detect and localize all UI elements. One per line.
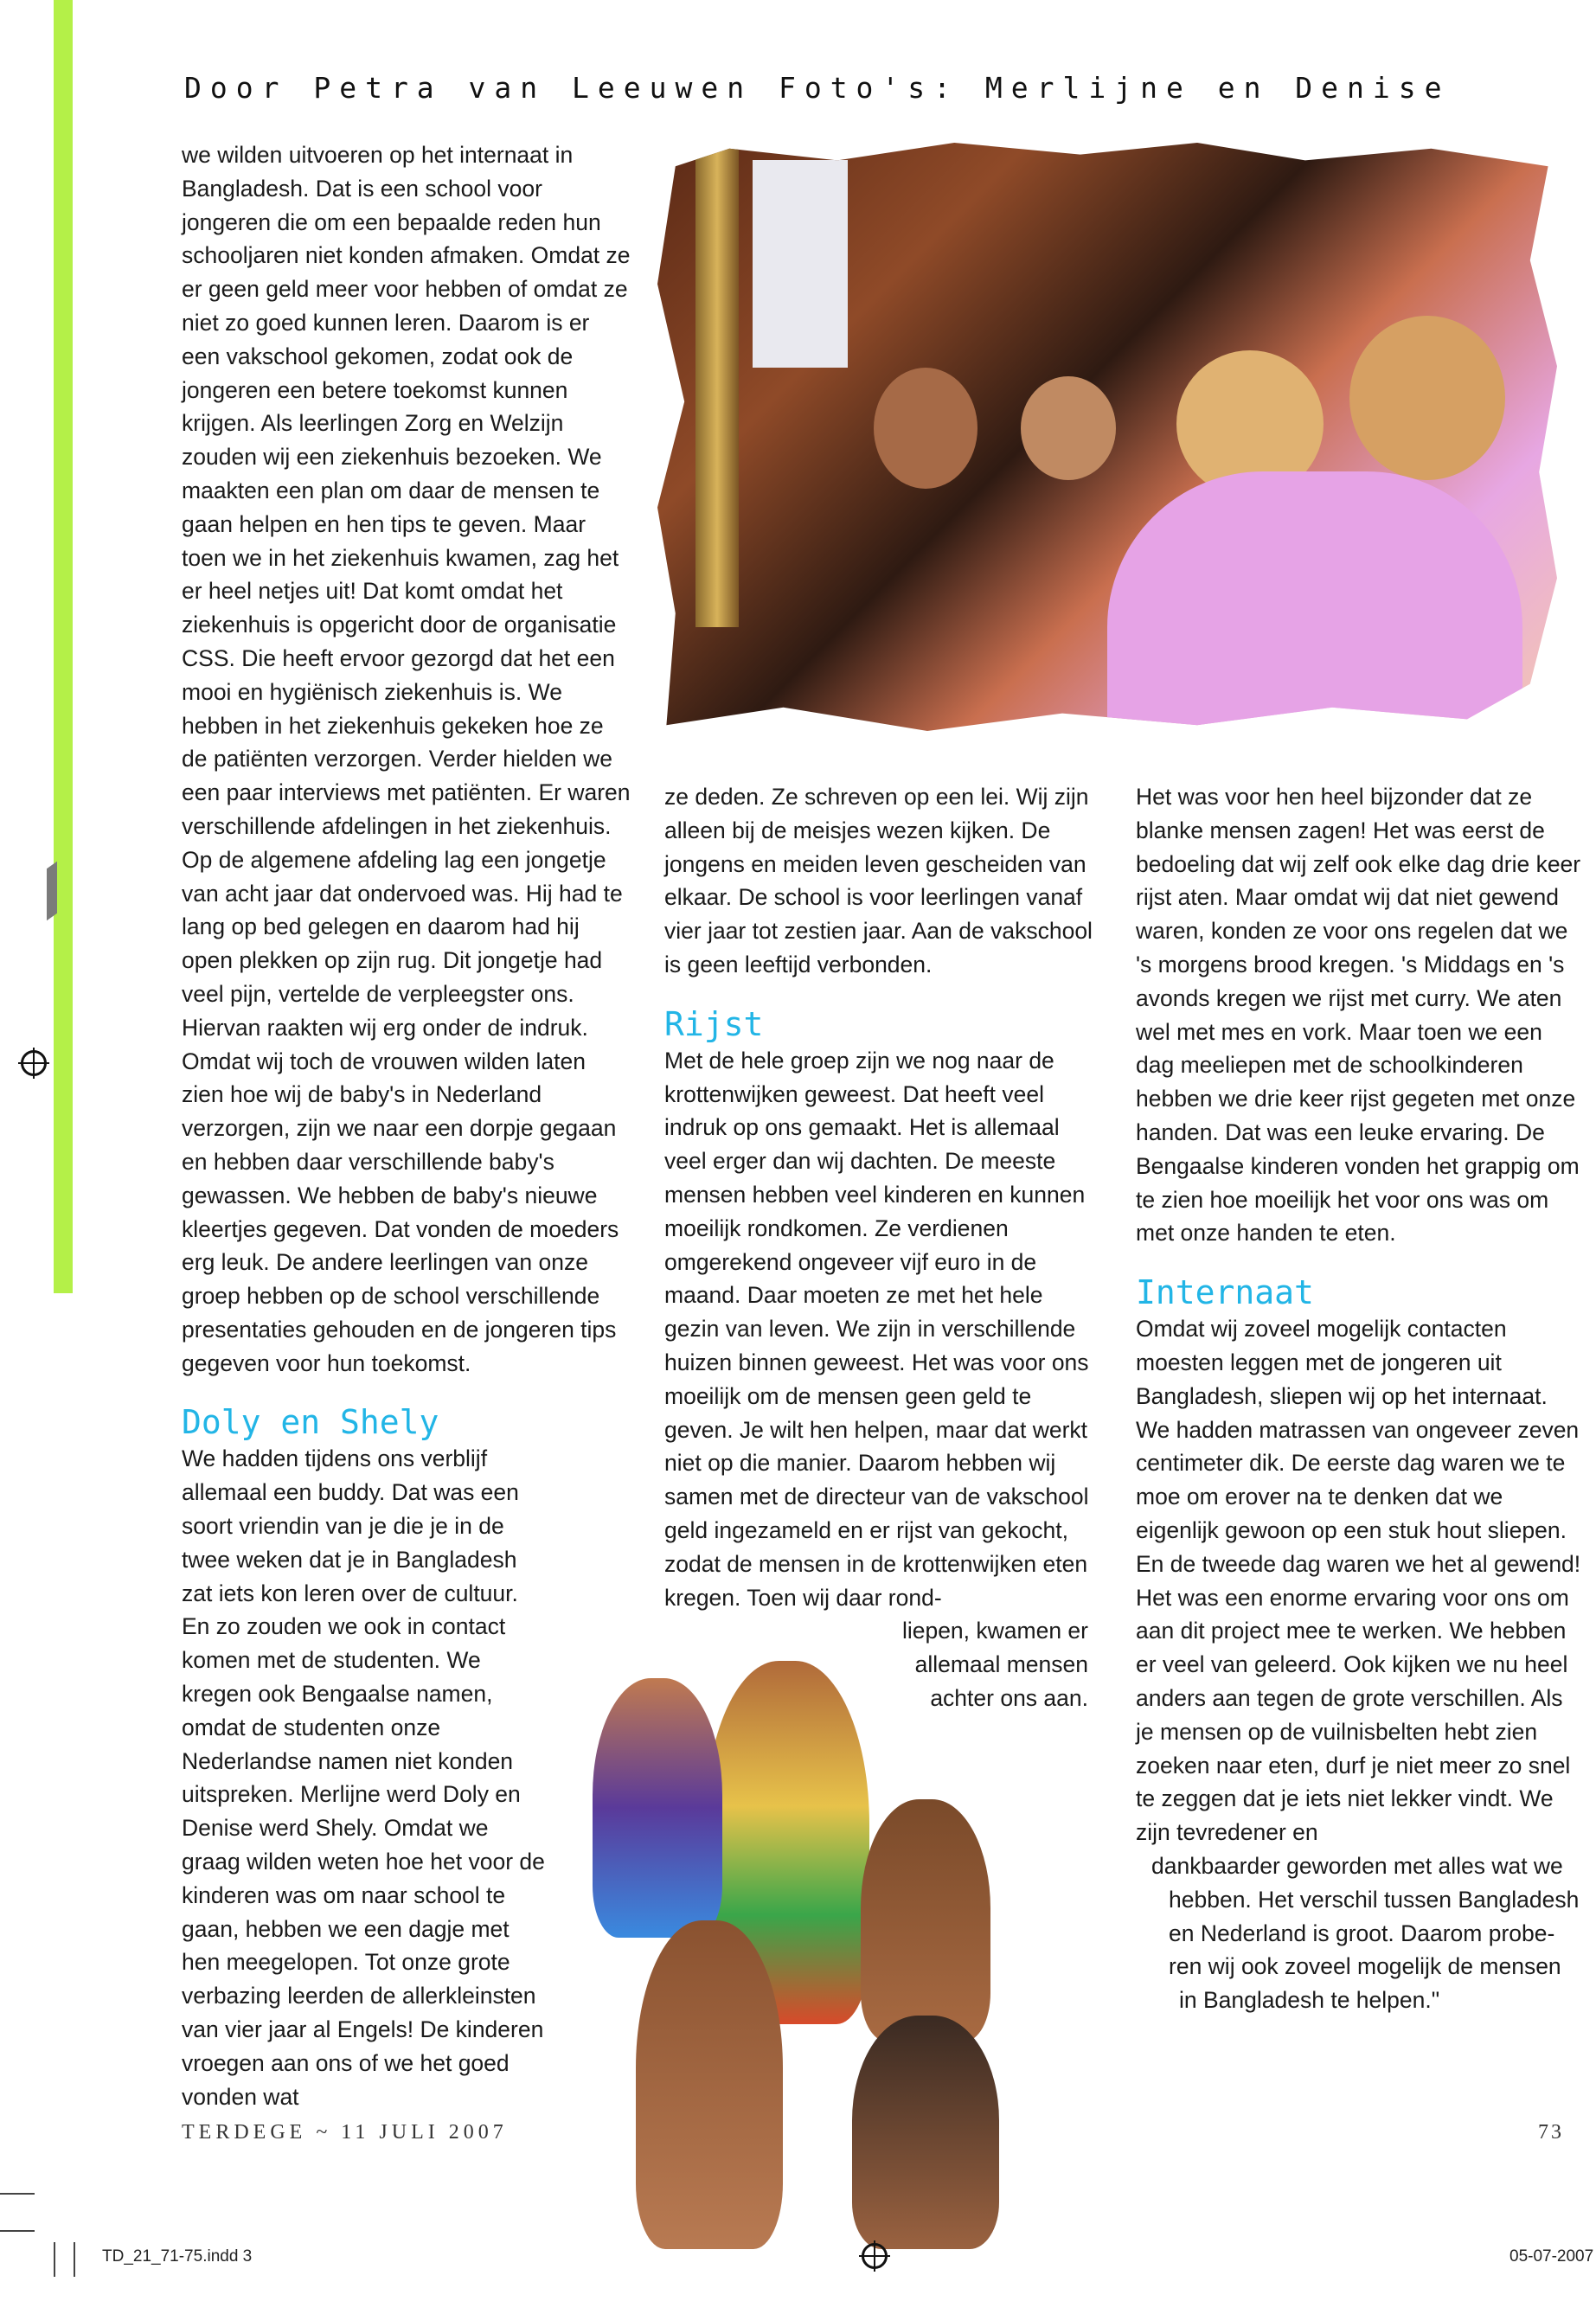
photo-slum-family <box>575 1644 1129 2249</box>
body-paragraph: Het was voor hen heel bijzonder dat ze blanke mensen zagen! Het was eerst de bedoeling dat wij zelf ook elke dag drie keer rijst aten. Maar omdat wij dat niet gewend waren, konden ze voor ons regelen dat we 's morgens brood kregen. 's Middags en 's avonds kregen we rijst met curry. We aten wel met mes en vork. Maar toen we een dag meeliepen met de schoolkinderen hebben we drie keer rijst gegeten met onze handen. Dat was een leuke ervaring. De Bengaalse kinderen vonden het grappig om te zien hoe moeilijk het voor ons was om met onze handen te eten. <box>1136 784 1581 1247</box>
slug-date: 05-07-2007 <box>1509 2247 1594 2266</box>
section-heading-doly-en-shely: Doly en Shely <box>182 1403 439 1442</box>
page-number: 73 <box>1538 2121 1564 2144</box>
section-heading-rijst: Rijst <box>664 1004 764 1043</box>
body-paragraph: Het was een enorme ervaring voor ons om aan dit project mee te werken. We hebben er veel van geleerd. Ook kijken we nu heel anders aan tegen de grote verschillen. Als je mensen op de vuilnisbelten hebt zien zoeken naar eten, durf je niet meer zo snel te zeggen dat je iets niet lekker vindt. We zijn tevredener en <box>1136 1584 1571 1846</box>
registration-mark-icon <box>862 2243 888 2269</box>
slug-file-name: TD_21_71-75.indd 3 <box>102 2247 253 2266</box>
crop-mark <box>0 2230 35 2232</box>
body-paragraph: We hadden tijdens ons verblijf allemaal een buddy. Dat was een soort vriendin van je die je in de twee weken dat je in Bangladesh zat iets kon leren over de cultuur. En zo zouden we ook in contact komen met de studenten. We kregen ook Bengaalse namen, omdat de studenten onze Nederlandse namen niet konden uitspreken. Merlijne werd Doly en Denise werd Shely. Omdat we graag wilden weten hoe het voor de kinderen was om naar school te gaan, hebben we een dagje met hen meegelopen. Tot onze grote verbazing leerden de allerkleinsten van vier jaar al Engels! De kinderen vroegen aan ons of we het goed vonden wat <box>182 1445 545 2110</box>
baby-face <box>1021 376 1116 480</box>
body-paragraph: ze deden. Ze schreven op een lei. Wij zijn alleen bij de meisjes wezen kijken. De jongens en meiden leven gescheiden van elkaar. De school is voor leerlingen vanaf vier jaar tot zestien jaar. Aan de vakschool is geen leeftijd verbonden. <box>664 784 1093 977</box>
child-figure <box>852 2016 999 2249</box>
white-cloth <box>753 160 848 368</box>
body-line: allemaal mensen <box>914 1651 1088 1678</box>
baby-figure <box>593 1678 722 1938</box>
registration-mark-icon <box>21 1050 47 1076</box>
boy-figure <box>861 1799 990 2041</box>
body-line: liepen, kwamen er <box>901 1618 1088 1644</box>
text-column-3 <box>1136 780 1586 2017</box>
section-heading-internaat: Internaat <box>1136 1273 1314 1312</box>
photo-hospital-visit <box>657 143 1557 731</box>
green-side-bar <box>54 0 73 1293</box>
body-line: hebben. Het verschil tussen Bangladesh <box>1169 1886 1580 1913</box>
body-paragraph: we wilden uitvoeren op het internaat in Bangladesh. Dat is een school voor jongeren die om een bepaalde reden hun schooljaren niet konden afmaken. Omdat ze er geen geld meer voor hebben of omdat ze niet zo goed kunnen leren. Daarom is er een vakschool gekomen, zodat ook de jongeren een betere toekomst kunnen krijgen. Als leerlingen Zorg en Welzijn zouden wij een ziekenhuis bezoeken. We maakten een plan om daar de mensen te gaan helpen en hen tips te geven. Maar toen we in het ziekenhuis kwamen, zag het er heel netjes uit! Dat komt omdat het ziekenhuis is opgericht door de organisatie CSS. Die heeft ervoor gezorgd dat het een mooi en hygiënisch ziekenhuis is. We hebben in het ziekenhuis gekeken hoe ze de patiënten verzorgen. Verder hielden we een paar interviews met patiënten. Er waren verschillende afdelingen in het ziekenhuis. Op de algemene afdeling lag een jongetje van acht jaar dat ondervoed was. Hij had te lang op bed gelegen en daarom had hij open plekken op zijn rug. Dit jongetje had veel pijn, vertelde de verpleegster ons. Hiervan raakten wij erg onder de indruk. Omdat wij toch de vrouwen wilden laten zien hoe wij de baby's in Nederland verzorgen, zijn we naar een dorpje gegaan en hebben daar verschillende baby's gewassen. We hebben de baby's nieuwe kleertjes gegeven. Dat vonden de moeders erg leuk. De andere leerlingen van onze groep hebben op de school verschillende presentaties gehouden en de jongeren tips gegeven voor hun toekomst. <box>182 142 631 1376</box>
bamboo-pole <box>695 143 739 627</box>
footer-magazine-date: TERDEGE ~ 11 JULI 2007 <box>182 2121 508 2144</box>
pink-shirt <box>1107 471 1522 731</box>
mother-face <box>874 368 977 489</box>
byline: Door Petra van Leeuwen Foto's: Merlijne en Denise <box>184 71 1451 105</box>
crop-mark <box>0 2193 35 2195</box>
body-line: in Bangladesh te helpen." <box>1179 1987 1440 2014</box>
body-line: ren wij ook zoveel mogelijk de mensen <box>1169 1953 1561 1980</box>
crop-mark <box>54 2242 55 2277</box>
body-paragraph: Omdat wij zoveel mogelijk contacten moesten leggen met de jongeren uit Bangladesh, sliepen wij op het internaat. We hadden matrassen van ongeveer zeven centimeter dik. De eerste dag waren we te moe om erover na te denken dat we eigenlijk gewoon op een stuk hout sliepen. En de tweede dag waren we het al gewend! <box>1136 1316 1581 1577</box>
body-line: en Nederland is groot. Daarom probe- <box>1169 1920 1555 1946</box>
girl-hair-2 <box>1349 316 1505 480</box>
body-line: achter ons aan. <box>930 1684 1088 1711</box>
body-line: dankbaarder geworden met alles wat we <box>1151 1852 1563 1879</box>
text-column-2 <box>664 780 1097 1715</box>
crop-mark <box>74 2242 75 2277</box>
body-paragraph: Met de hele groep zijn we nog naar de krottenwijken geweest. Dat heeft veel indruk op ons gemaakt. Het is allemaal veel erger dan wij dachten. De meeste mensen hebben veel kinderen en kunnen moeilijk rondkomen. Ze verdienen omgerekend ongeveer vijf euro in de maand. Daar moeten ze met het hele gezin van leven. We zijn in verschillende huizen binnen geweest. Het was voor ons moeilijk om de mensen geen geld te geven. Je wilt hen helpen, maar dat werkt niet op die manier. Daarom hebben wij samen met de directeur van de vakschool geld ingezameld en er rijst van gekocht, zodat de mensen in de krottenwijken eten kregen. Toen wij daar rond- <box>664 1047 1089 1611</box>
small-child-figure <box>636 1920 783 2249</box>
text-column-1 <box>182 138 631 2113</box>
